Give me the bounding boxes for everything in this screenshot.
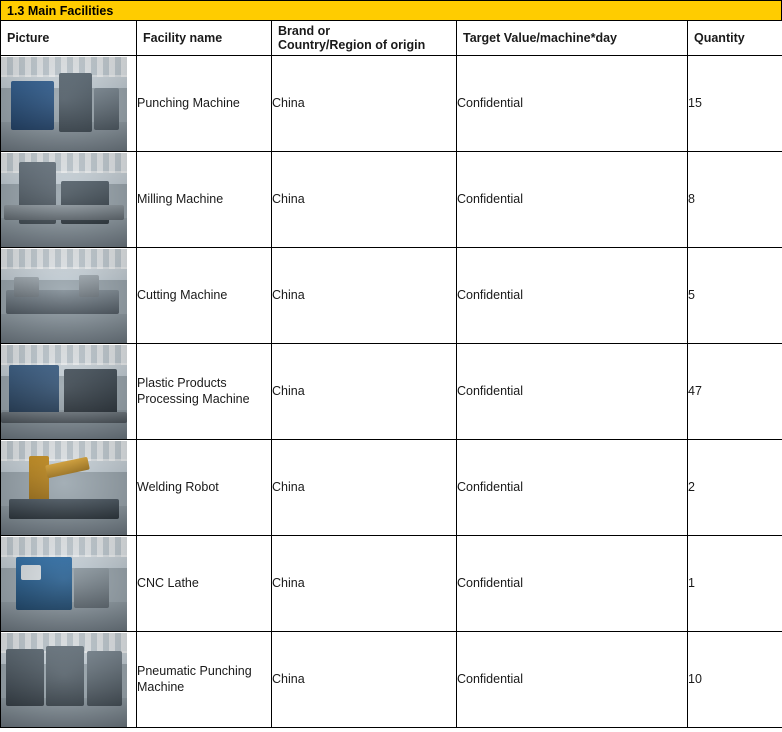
facility-target-value-cell: Confidential [457, 248, 688, 344]
facility-quantity-cell: 10 [688, 632, 782, 728]
facility-target-value-cell: Confidential [457, 536, 688, 632]
facility-quantity-cell: 8 [688, 152, 782, 248]
cutting-machine-photo [1, 249, 127, 343]
table-row [1, 344, 782, 440]
facility-quantity-cell: 5 [688, 248, 782, 344]
column-header-target-value: Target Value/machine*day [457, 21, 688, 56]
column-header-quantity: Quantity [688, 21, 782, 56]
facility-origin-cell: China [272, 632, 457, 728]
punching-machine-photo [1, 57, 127, 151]
table-body [1, 56, 782, 728]
plastic-products-processing-machine-photo [1, 345, 127, 439]
main-facilities-table [0, 20, 782, 728]
table-row [1, 248, 782, 344]
facility-target-value-cell: Confidential [457, 56, 688, 152]
facility-origin-cell: China [272, 56, 457, 152]
welding-robot-photo [1, 441, 127, 535]
table-row [1, 632, 782, 728]
facility-picture-cell [1, 56, 137, 152]
facility-target-value-cell: Confidential [457, 440, 688, 536]
facility-quantity-cell: 1 [688, 536, 782, 632]
facility-picture-cell [1, 344, 137, 440]
cnc-lathe-photo [1, 537, 127, 631]
facility-origin-cell: China [272, 536, 457, 632]
facility-picture-cell [1, 632, 137, 728]
facility-picture-cell [1, 152, 137, 248]
facility-name-cell: CNC Lathe [137, 536, 272, 632]
facility-target-value-cell: Confidential [457, 344, 688, 440]
table-row [1, 56, 782, 152]
facility-picture-cell [1, 248, 137, 344]
facility-quantity-cell: 15 [688, 56, 782, 152]
facility-picture-cell [1, 536, 137, 632]
column-header-facility-name: Facility name [137, 21, 272, 56]
column-header-picture: Picture [1, 21, 137, 56]
facility-origin-cell: China [272, 248, 457, 344]
facility-name-cell: Punching Machine [137, 56, 272, 152]
facility-name-cell: Pneumatic Punching Machine [137, 632, 272, 728]
facility-origin-cell: China [272, 440, 457, 536]
facility-quantity-cell: 2 [688, 440, 782, 536]
facility-name-cell: Welding Robot [137, 440, 272, 536]
facility-target-value-cell: Confidential [457, 632, 688, 728]
table-row [1, 152, 782, 248]
facility-name-cell: Plastic Products Processing Machine [137, 344, 272, 440]
facility-target-value-cell: Confidential [457, 152, 688, 248]
facility-picture-cell [1, 440, 137, 536]
table-row [1, 536, 782, 632]
facility-name-cell: Cutting Machine [137, 248, 272, 344]
table-header-row [1, 21, 782, 56]
section-title: 1.3 Main Facilities [0, 0, 782, 20]
column-header-brand-line2: Country/Region of origin [278, 38, 426, 52]
table-row [1, 440, 782, 536]
milling-machine-photo [1, 153, 127, 247]
facility-name-cell: Milling Machine [137, 152, 272, 248]
facility-origin-cell: China [272, 344, 457, 440]
pneumatic-punching-machine-photo [1, 633, 127, 727]
table-header [1, 21, 782, 56]
facility-quantity-cell: 47 [688, 344, 782, 440]
column-header-brand-line1: Brand or [278, 24, 331, 38]
column-header-brand-origin [272, 21, 457, 56]
facility-origin-cell: China [272, 152, 457, 248]
